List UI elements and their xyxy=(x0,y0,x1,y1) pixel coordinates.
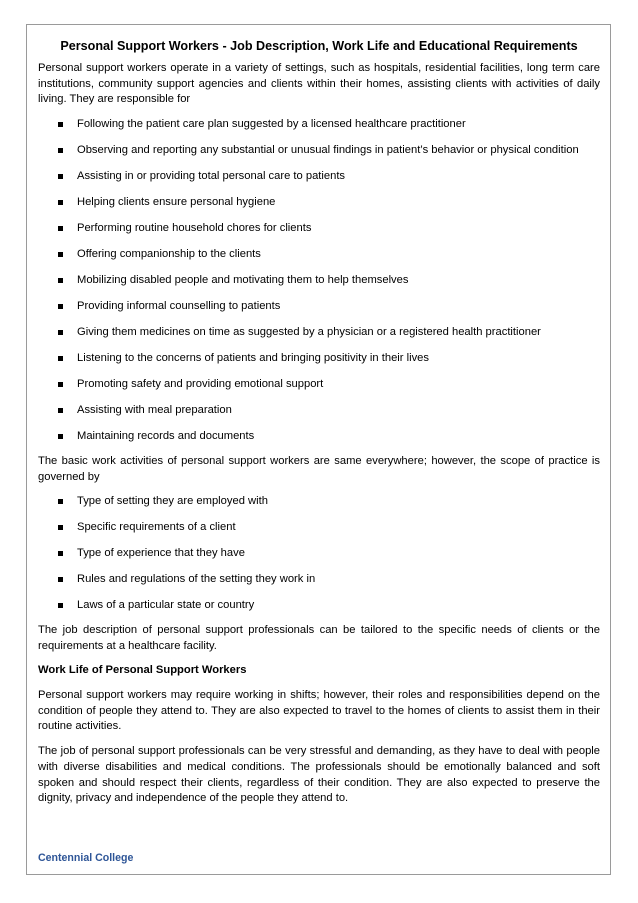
responsibility-item xyxy=(38,429,600,445)
work-life-heading: Work Life of Personal Support Workers xyxy=(38,664,247,677)
scope-factor-item xyxy=(38,546,600,562)
responsibility-item xyxy=(38,195,600,211)
square-bullet-icon xyxy=(58,356,63,361)
square-bullet-icon xyxy=(58,278,63,283)
responsibility-item xyxy=(38,117,600,133)
scope-factor-item xyxy=(38,520,600,536)
responsibilities-list xyxy=(38,117,600,445)
list-item-text: Laws of a particular state or country xyxy=(77,599,255,612)
list-item-text: Mobilizing disabled people and motivating them to help themselves xyxy=(77,274,409,287)
square-bullet-icon xyxy=(58,252,63,257)
list-item-text: Providing informal counselling to patients xyxy=(77,300,281,313)
square-bullet-icon xyxy=(58,525,63,530)
scope-factor-item xyxy=(38,598,600,614)
tailoring-paragraph: The job description of personal support professionals can be tailored to the specific needs of clients or the requirements at a healthcare facility. xyxy=(38,623,600,652)
square-bullet-icon xyxy=(58,226,63,231)
square-bullet-icon xyxy=(58,382,63,387)
page-title: Personal Support Workers - Job Description, Work Life and Educational Requirements xyxy=(60,39,578,53)
square-bullet-icon xyxy=(58,551,63,556)
square-bullet-icon xyxy=(58,122,63,127)
square-bullet-icon xyxy=(58,499,63,504)
list-item-text: Helping clients ensure personal hygiene xyxy=(77,196,276,209)
responsibility-item xyxy=(38,247,600,263)
square-bullet-icon xyxy=(58,408,63,413)
list-item-text: Type of experience that they have xyxy=(77,547,245,560)
scope-factor-item xyxy=(38,572,600,588)
list-item-text: Promoting safety and providing emotional support xyxy=(77,378,324,391)
responsibility-item xyxy=(38,169,600,185)
work-life-paragraph-2: The job of personal support professionals can be very stressful and demanding, as they have to deal with people with diverse disabilities and medical conditions. The professionals should be emotionally balanced and soft spoken and should respect their clients, regardless of their condition. They are also expected to preserve the dignity, privacy and independence of the people they attend to. xyxy=(38,745,600,805)
square-bullet-icon xyxy=(58,603,63,608)
document-body xyxy=(38,38,600,807)
square-bullet-icon xyxy=(58,577,63,582)
list-item-text: Rules and regulations of the setting they work in xyxy=(77,573,316,586)
list-item-text: Type of setting they are employed with xyxy=(77,495,268,508)
responsibility-item xyxy=(38,403,600,419)
list-item-text: Listening to the concerns of patients and bringing positivity in their lives xyxy=(77,352,429,365)
work-life-paragraph-1: Personal support workers may require working in shifts; however, their roles and responsibilities depend on the condition of people they attend to. They are also expected to travel to the homes of clients to assist them in their routine activities. xyxy=(38,689,600,733)
list-item-text: Observing and reporting any substantial or unusual findings in patient’s behavior or physical condition xyxy=(77,144,579,157)
square-bullet-icon xyxy=(58,330,63,335)
square-bullet-icon xyxy=(58,174,63,179)
responsibility-item xyxy=(38,273,600,289)
responsibility-item xyxy=(38,143,600,159)
scope-factors-list xyxy=(38,494,600,614)
list-item-text: Performing routine household chores for clients xyxy=(77,222,312,235)
square-bullet-icon xyxy=(58,304,63,309)
list-item-text: Following the patient care plan suggested by a licensed healthcare practitioner xyxy=(77,118,466,131)
intro-paragraph: Personal support workers operate in a variety of settings, such as hospitals, residential facilities, long term care institutions, community support agencies and clients within their homes, assisting clients with activities of daily living. They are responsible for xyxy=(38,62,600,106)
list-item-text: Assisting with meal preparation xyxy=(77,404,232,417)
square-bullet-icon xyxy=(58,200,63,205)
scope-factor-item xyxy=(38,494,600,510)
responsibility-item xyxy=(38,299,600,315)
responsibility-item xyxy=(38,325,600,341)
responsibility-item xyxy=(38,377,600,393)
list-item-text: Giving them medicines on time as suggested by a physician or a registered health practitioner xyxy=(77,326,541,339)
footer-label: Centennial College xyxy=(38,852,134,864)
list-item-text: Maintaining records and documents xyxy=(77,430,255,443)
square-bullet-icon xyxy=(58,148,63,153)
responsibility-item xyxy=(38,351,600,367)
responsibility-item xyxy=(38,221,600,237)
scope-intro-paragraph: The basic work activities of personal support workers are same everywhere; however, the scope of practice is governed by xyxy=(38,454,600,483)
list-item-text: Assisting in or providing total personal care to patients xyxy=(77,170,346,183)
list-item-text: Specific requirements of a client xyxy=(77,521,236,534)
square-bullet-icon xyxy=(58,434,63,439)
list-item-text: Offering companionship to the clients xyxy=(77,248,261,261)
